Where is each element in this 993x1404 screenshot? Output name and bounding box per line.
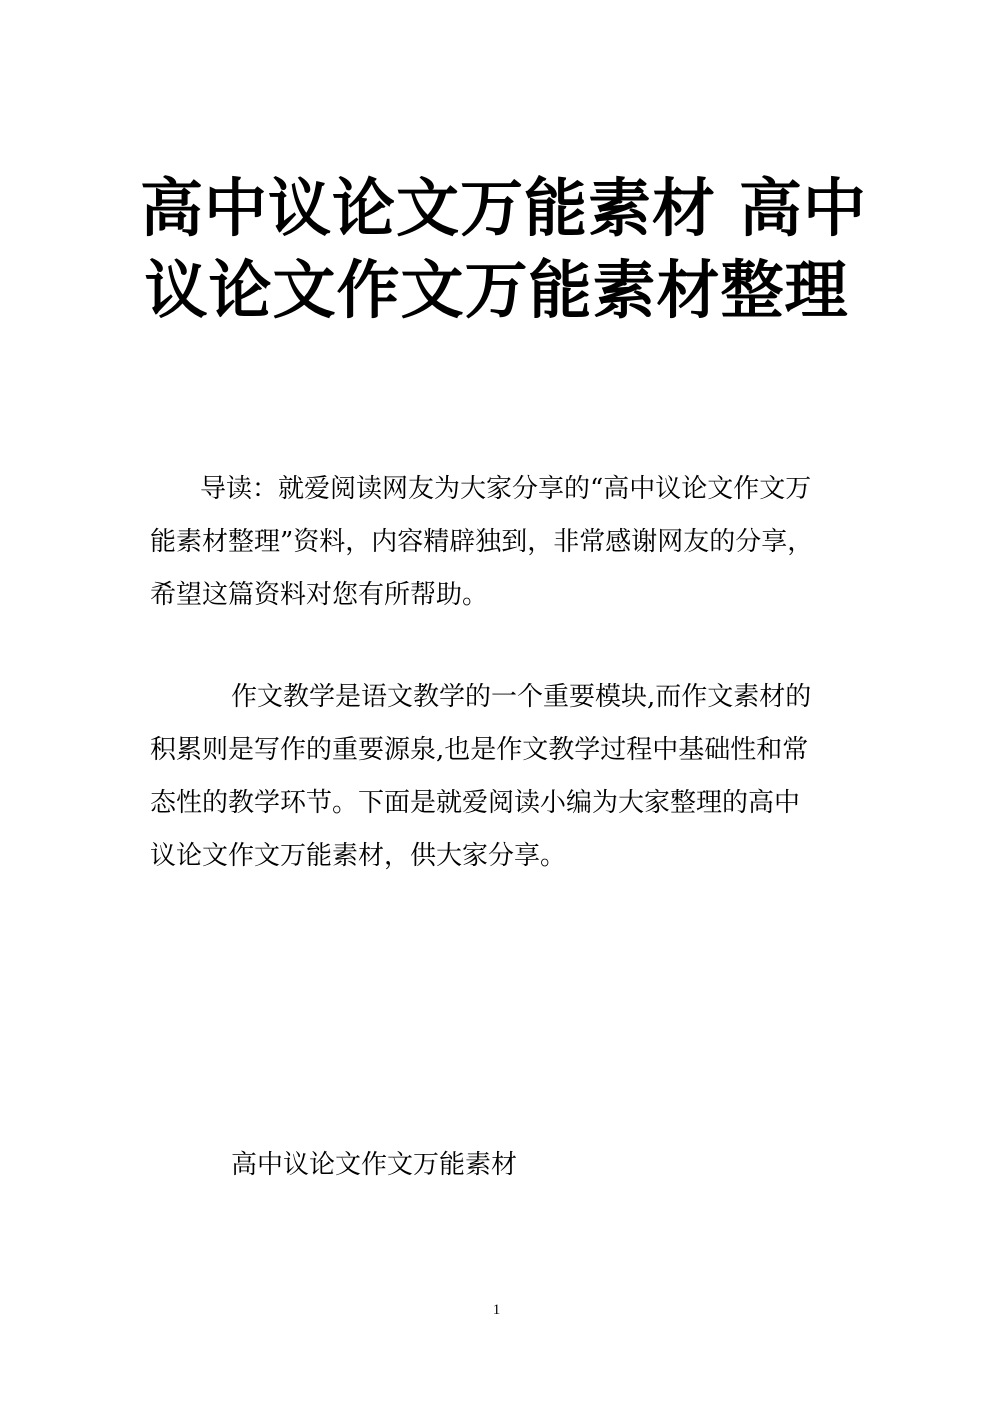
intro-line-3: 希望这篇资料对您有所帮助。 bbox=[150, 580, 489, 610]
page-number: 1 bbox=[492, 1302, 501, 1318]
title-line-2: 议论文作文万能素材整理 bbox=[144, 254, 849, 327]
intro-line-1: 导读：就爱阅读网友为大家分享的“高中议论文作文万 bbox=[200, 474, 812, 504]
body-line-1: 作文教学是语文教学的一个重要模块,而作文素材的 bbox=[231, 682, 812, 712]
document-title bbox=[140, 168, 867, 332]
body-line-4: 议论文作文万能素材，供大家分享。 bbox=[150, 841, 567, 871]
title-line-1: 高中议论文万能素材 高中 bbox=[140, 172, 867, 245]
body-line-3: 态性的教学环节。下面是就爱阅读小编为大家整理的高中 bbox=[150, 788, 801, 818]
body-line-2: 积累则是写作的重要源泉,也是作文教学过程中基础性和常 bbox=[150, 735, 809, 765]
body-paragraph bbox=[150, 671, 840, 883]
section-heading: 高中议论文作文万能素材 bbox=[231, 1150, 518, 1180]
intro-line-2: 能素材整理”资料，内容精辟独到，非常感谢网友的分享， bbox=[150, 527, 814, 557]
intro-paragraph bbox=[150, 463, 840, 622]
